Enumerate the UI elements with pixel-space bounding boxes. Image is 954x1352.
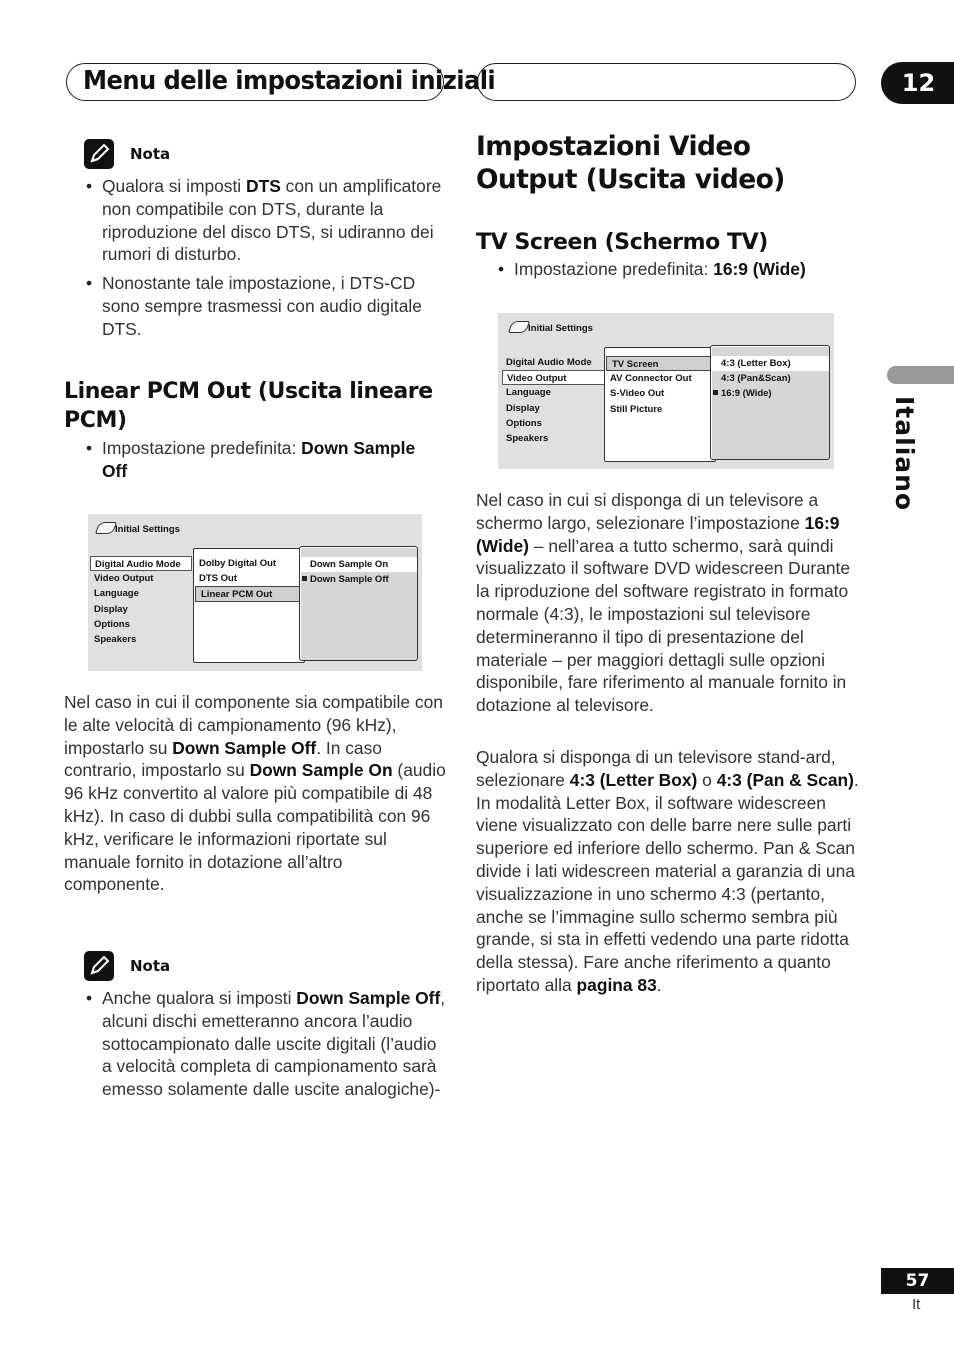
lpcm-paragraph: Nel caso in cui il componente sia compatibile con le alte velocità di campionamento (96 kHz), impostarlo su Down Sample Off. In caso contrario, impostarlo su Down Sample On (audio 96 kHz convertito al valore più compatibile di 48 kHz). In caso di dubbi sulla compatibilità con 96 kHz, verificare le informazioni riportate sul manuale fornito in dotazione all’altro componente. (64, 692, 446, 895)
list-item: • Qualora si imposti DTS con un amplificatore non compatibile con DTS, durante la riproduzione del disco DTS, si udiranno dei rumori di disturbo. (64, 175, 454, 266)
option-letter-box[interactable]: 4:3 (Letter Box) (711, 356, 829, 371)
menu-item-speakers[interactable]: Speakers (506, 432, 549, 444)
settings-screen-lpcm (88, 514, 422, 671)
submenu-panel (193, 548, 305, 663)
section-heading-tv-screen: TV Screen (Schermo TV) (476, 230, 768, 255)
list-item: • Impostazione predefinita: 16:9 (Wide) (476, 258, 876, 281)
selected-marker-icon (713, 390, 718, 395)
tv-paragraph-2: Qualora si disponga di un televisore stand-ard, selezionare 4:3 (Letter Box) o 4:3 (Pan & Scan). In modalità Letter Box, il software widescreen viene visualizzato con delle barre nere sulle parti superiore ed inferiore dello schermo. Pan & Scan divide i lati widescreen material a garanzia di una visualizzazione in uno schermo 4:3 (pertanto, anche se l’immagine sullo schermo sembra più grande, si sta in effetti vedendo una parte ridotta della stessa). Fare anche riferimento a quanto riportato alla pagina 83. (476, 747, 859, 995)
submenu-s-video-out[interactable]: S-Video Out (610, 388, 665, 400)
page-title: Menu delle impostazioni iniziali (83, 66, 496, 96)
note-label: Nota (130, 957, 171, 975)
screen-title: Initial Settings (115, 524, 180, 535)
menu-item-options[interactable]: Options (506, 417, 542, 429)
menu-item-language[interactable]: Language (94, 588, 139, 600)
submenu-panel (604, 347, 716, 462)
menu-item-language[interactable]: Language (506, 387, 551, 399)
menu-item-display[interactable]: Display (94, 603, 128, 615)
note-pencil-icon (84, 139, 114, 169)
page-number: 57 (881, 1268, 954, 1294)
option-pan-scan[interactable]: 4:3 (Pan&Scan) (721, 373, 791, 385)
option-wide[interactable]: 16:9 (Wide) (711, 386, 829, 401)
submenu-av-connector-out[interactable]: AV Connector Out (610, 373, 692, 385)
main-menu (90, 556, 192, 647)
section-heading-linear-pcm: Linear PCM Out (Uscita lineare PCM) (64, 379, 433, 433)
list-item: • Nonostante tale impostazione, i DTS-CD sono sempre trasmessi con audio digitale DTS. (64, 272, 454, 340)
note1-list (64, 175, 454, 341)
tv-icon (508, 321, 530, 333)
main-menu (502, 355, 606, 446)
options-panel (710, 345, 830, 460)
chapter-number: 12 (881, 62, 954, 104)
menu-item-speakers[interactable]: Speakers (94, 633, 137, 645)
submenu-dts-out[interactable]: DTS Out (199, 573, 237, 585)
menu-item-digital-audio-mode[interactable]: Digital Audio Mode (90, 556, 192, 571)
note-label: Nota (130, 145, 171, 163)
page-language-code: It (912, 1296, 921, 1313)
menu-item-options[interactable]: Options (94, 618, 130, 630)
menu-item-digital-audio-mode[interactable]: Digital Audio Mode (506, 357, 592, 368)
option-down-sample-on[interactable]: Down Sample On (300, 557, 417, 572)
submenu-linear-pcm-out[interactable]: Linear PCM Out (195, 586, 303, 601)
list-item: • Impostazione predefinita: Down Sample Off (64, 437, 444, 483)
header-title-pill (66, 63, 496, 101)
menu-item-display[interactable]: Display (506, 402, 540, 414)
tv-paragraph-1: Nel caso in cui si disponga di un televisore a schermo largo, selezionare l’impostazione 16:9 (Wide) – nell’area a tutto schermo, sarà quindi visualizzato il software DVD widescreen Durante la riproduzione del software registrato in formato normale (4:3), le impostazioni sul televisore determineranno il tipo di presentazione del materiale – per maggiori dettagli sulle opzioni disponibile, fare riferimento al manuale fornito in dotazione al televisore. (476, 490, 851, 716)
selected-marker-icon (302, 576, 307, 581)
option-down-sample-off[interactable]: Down Sample Off (300, 572, 417, 587)
menu-item-video-output[interactable]: Video Output (502, 370, 606, 385)
note-pencil-icon (84, 951, 114, 981)
screen-title: Initial Settings (528, 323, 593, 334)
section-heading-video-output: Impostazioni Video Output (Uscita video) (476, 131, 785, 195)
note2-list (64, 987, 448, 1101)
settings-screen-tv (498, 313, 834, 469)
menu-item-video-output[interactable]: Video Output (94, 573, 154, 585)
submenu-tv-screen[interactable]: TV Screen (606, 356, 714, 371)
list-item: • Anche qualora si imposti Down Sample Off, alcuni dischi emetteranno ancora l’audio sottocampionato dalle uscite digitali (l’audio a velocità completa di campionamento sarà emesso solamente dalle uscite analogiche)- (64, 987, 448, 1101)
language-label: Italiano (890, 396, 919, 512)
tv-icon (95, 522, 117, 534)
tv-default (476, 258, 876, 281)
submenu-dolby-digital-out[interactable]: Dolby Digital Out (199, 558, 277, 569)
submenu-still-picture[interactable]: Still Picture (610, 403, 663, 415)
header-empty-pill (477, 63, 856, 101)
options-panel (299, 546, 418, 661)
language-tab (887, 366, 954, 384)
lpcm-default (64, 437, 444, 483)
